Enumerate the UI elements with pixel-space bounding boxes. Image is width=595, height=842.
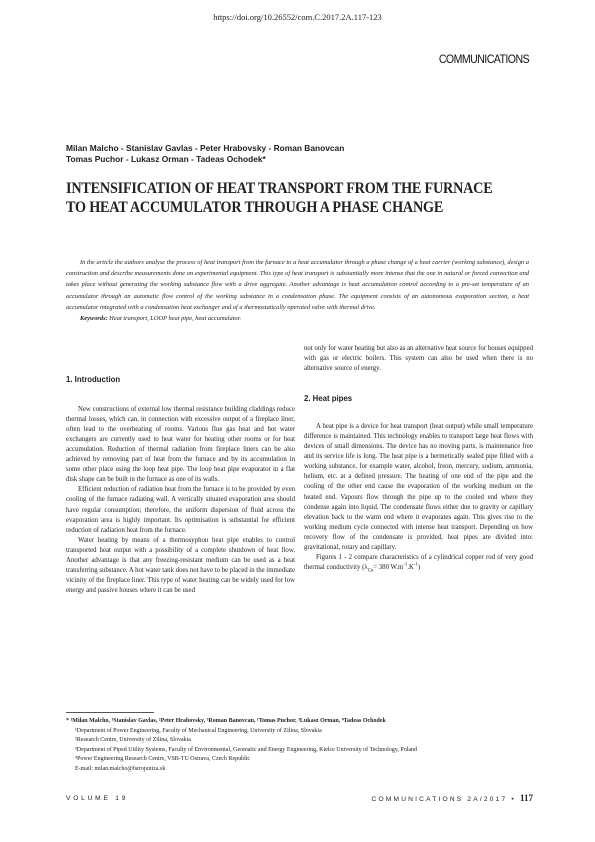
footer-journal-issue: COMMUNICATIONS 2A/2017 •: [371, 796, 516, 803]
keywords-label: Keywords:: [80, 315, 108, 323]
article-title: [66, 180, 536, 217]
page-number: 117: [519, 793, 533, 803]
contact-email[interactable]: E-mail: milan.malcho@fstrojuniza.sk: [75, 765, 166, 772]
paragraph: not only for water heating but also as an alternative heat source for houses equipped with gas or electric boilers. This system can also be used when there is no alternative source of energy.: [304, 345, 533, 373]
title-line-2: TO HEAT ACCUMULATOR THROUGH A PHASE CHANGE: [66, 198, 444, 217]
abstract-text: In the article the authors analyse the process of heat transport from the furnace to a heat accumulator through a phase change of a heat carrier (working substance), design a construction and describe measurements done on experimental equipment. This type of heat transport is substantially more intense that the one in natural or forced convection and takes place without generating the working substance flow with a drive aggregate. Another advantage is heat accumulation control according to a pre-set temperature of an accumulator through an automatic flow control of the working substance in a condensation phase. The equipment consists of an autonomous evaporation section, a heat accumulator integrated with a condensation heat exchanger and of a thermostatically operated valve with thermal drive.: [66, 259, 529, 311]
paragraph: A heat pipe is a device for heat transport (heat output) while small temperature difference is maintained. This technology enables to transport large heat flows with devices of small dimensions. The device has no moving parts, is maintenance free and its service life is long. The heat pipe is a hermetically sealed pipe filled with a working substance, for example water, alcohol, freon, mercury, sodium, ammonia, helium, etc. at a defined pressure. The heating of one end of the pipe and the cooling of the other end cause the evaporation of the working medium on the heated end. Vapours flow through the pipe up to the cooled end where they condense again into liquid. The condensate flows either due to gravity or capillary elevation back to the warm end where it evaporates again. This gives rise to the working medium cycle connected with intense heat transport. Depending on how recovery flow of the condensate is provided, heat pipes are divided into: gravitational, rotary and capillary.: [304, 423, 533, 551]
paragraph: Efficient reduction of radiation heat from the furnace is to be provided by even cooling of the furnace radiating wall. A vertically situated evaporation area should have regular consumption; therefore, the uniform dispersion of fluid across the evaporation area is highly important. Its optimisation is substantial for efficient reduction of radiation heat from the furnace.: [66, 486, 295, 534]
affiliation: ²Research Centre, University of Zilina, Slovakia: [75, 737, 191, 744]
keywords-text: Heat transport, LOOP heat pipe, heat accumulator.: [107, 315, 242, 323]
affiliation: ⁴Power Engineering Research Centre, VSB-TU Ostrava, Czech Republic: [75, 756, 251, 763]
footnotes: [66, 717, 536, 775]
column-right: [304, 344, 533, 573]
footer-journal: [372, 793, 533, 803]
section-heading-introduction: 1. Introduction: [66, 375, 121, 384]
footnote-authors: * ¹Milan Malcho, ¹Stanislav Gavlas, ²Peter Hrabovsky, ³Roman Banovcan, ¹Tomas Puchor, ³Lukasz Orman, ⁴Tadeas Ochodek: [66, 718, 386, 724]
abstract: [66, 257, 529, 324]
footer-volume: VOLUME 19: [66, 795, 129, 802]
authors-line-1: Milan Malcho - Stanislav Gavlas - Peter Hrabovsky - Roman Banovcan: [66, 143, 345, 153]
author-list: [66, 143, 536, 164]
keywords: [66, 313, 529, 324]
column-left: [66, 369, 295, 596]
paragraph-figures: Figures 1 - 2 compare characteristics of a cylindrical copper rod of very good thermal conductivity ($\lambda_{Cu}= 380$ $W.m^{-1}.K^{-1}$): [304, 553, 533, 574]
authors-line-2: Tomas Puchor - Lukasz Orman - Tadeas Ochodek*: [66, 153, 266, 164]
paragraph: New constructions of external low thermal resistance building claddings reduce thermal losses, which can, in connection with excessive output of a fireplace liner, often lead to the overheating of rooms. Various flue gas heat and hot water exchangers are currently used to heat water for heating other rooms or for heat accumulation. Reduction of thermal radiation from fireplace liners can be also achieved by removing part of heat from the furnace and by its accumulation in some other place using the loop heat pipe. The loop heat pipe evaporator in a flat disk shape can be built in the furnace as one of its walls.: [66, 406, 295, 484]
journal-brand: COMMUNICATIONS: [438, 54, 529, 66]
paragraph: Water heating by means of a thermosyphon heat pipe enables to control transported heat output with a possibility of a complete shutdown of heat flow. Another advantage is that any freezing-resistant medium can be used as a heat transferring substance. A hot water tank does not have to be placed in the immediate vicinity of the fireplace liner. This type of water heating can be widely used for low energy and passive houses where it can be used: [66, 536, 295, 594]
affiliation: ¹Department of Power Engineering, Faculty of Mechanical Engineering, University of Zilina, Slovakia: [75, 727, 322, 734]
title-line-1: INTENSIFICATION OF HEAT TRANSPORT FROM THE FURNACE: [66, 180, 493, 198]
doi-link[interactable]: https://doi.org/10.26552/com.C.2017.2A.117-123: [213, 12, 382, 22]
section-heading-heat-pipes: 2. Heat pipes: [304, 394, 353, 404]
affiliation: ³Department of Piped Utility Systems, Faculty of Environmental, Geomatic and Energy Engineering, Kielce University of Technology, Poland: [75, 746, 418, 753]
footnote-divider: [66, 712, 154, 713]
